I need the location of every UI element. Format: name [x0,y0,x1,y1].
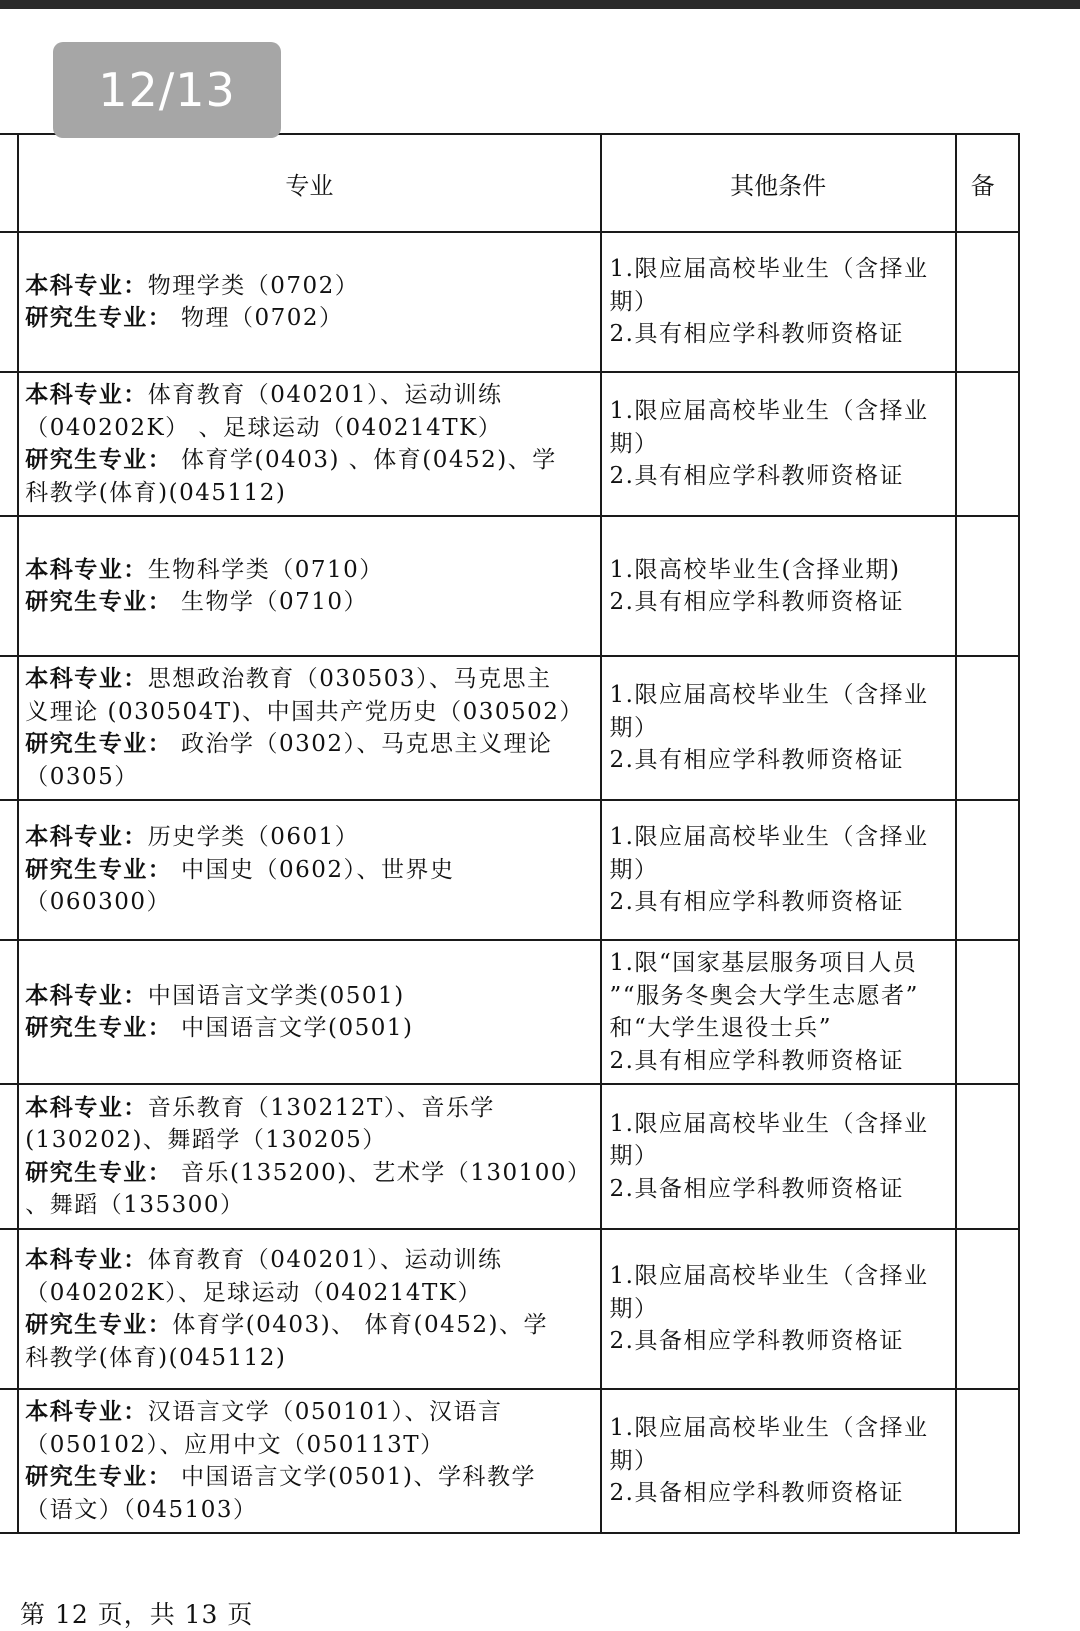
condition-line: 1.限应届高校毕业生（含择业 [609,256,929,283]
major-line [25,728,591,761]
major-cell [18,1389,600,1533]
condition-line: 期） [609,1143,659,1170]
conditions-cell [601,516,956,656]
positions-table [0,133,1020,1534]
major-line-text: 音乐教育（130212T）、音乐学 [147,1094,495,1121]
major-line-text: （040202K）、足球运动（040214TK） [25,1279,482,1306]
major-line-text: （040202K） 、足球运动（040214TK） [25,414,503,441]
condition-line: 期） [609,1447,659,1474]
major-cell [18,800,600,940]
conditions-cell [601,1389,956,1533]
major-line-text: 物理学类（0702） [147,272,360,299]
position-cell [0,1084,18,1229]
table-body [0,232,1019,1533]
major-line-text: （0305） [25,763,139,790]
major-line [25,1189,591,1222]
position-cell [0,1389,18,1533]
condition-line: 1.限应届高校毕业生（含择业 [609,398,929,425]
page-indicator-badge: 12/13 [53,42,281,138]
major-line-label: 本科专业： [25,982,148,1009]
major-line-label: 研究生专业： [25,1015,173,1041]
condition-line: 2.具有相应学科教师资格证 [609,463,904,490]
position-cell [0,1229,18,1389]
table-row [0,940,1019,1084]
major-line-text: （050102）、应用中文（050113T） [25,1431,445,1458]
major-line [25,1396,591,1429]
major-line-label: 本科专业： [25,1399,148,1425]
condition-line: 1.限应届高校毕业生（含择业 [609,682,929,709]
header-remarks: 备 [956,134,1019,232]
major-line [25,1309,591,1342]
major-line-label: 研究生专业： [25,589,173,615]
major-line-text: 体育学(0403)、 体育(0452)、学 [172,1312,548,1338]
top-status-bar [0,0,1080,9]
remarks-cell [956,232,1019,372]
condition-line: 2.具有相应学科教师资格证 [609,321,904,348]
major-line [25,1157,591,1190]
major-line-label: 本科专业： [25,382,148,408]
condition-line: ”“服务冬奥会大学生志愿者” [609,982,919,1009]
major-cell [18,656,600,800]
major-line-text: 科教学(体育)(045112) [25,479,287,506]
condition-line: 期） [609,288,659,315]
major-line [25,854,591,887]
major-line [25,270,591,303]
major-line-text: （语文）（045103） [25,1496,258,1523]
condition-line: 1.限高校毕业生(含择业期) [609,556,901,583]
major-line [25,379,591,412]
position-cell [0,656,18,800]
major-line [25,554,591,587]
condition-line: 期） [609,430,659,457]
major-line [25,1429,591,1462]
major-line-label: 本科专业： [25,556,148,583]
major-line-text: 汉语言文学（050101）、汉语言 [147,1399,503,1425]
major-line-text: 中国语言文学(0501)、学科教学 [172,1464,536,1490]
condition-line: 2.具有相应学科教师资格证 [609,1047,904,1074]
major-line-label: 本科专业： [25,666,148,692]
major-line [25,1342,591,1375]
major-line-label: 研究生专业： [25,305,173,331]
major-line-text: 物理（0702） [172,305,344,331]
major-line-text: 生物学（0710） [172,589,369,615]
major-line-text: 体育教育（040201）、运动训练 [147,382,503,408]
condition-line: 2.具有相应学科教师资格证 [609,747,904,774]
major-line-label: 研究生专业： [25,1312,173,1338]
major-line [25,412,591,445]
major-cell [18,1229,600,1389]
remarks-cell [956,940,1019,1084]
major-line-text: 体育学(0403) 、体育(0452)、学 [172,447,557,473]
major-line-text: 中国语言文学类(0501) [147,982,405,1009]
condition-line: 和“大学生退役士兵” [609,1015,833,1041]
condition-line: 2.具备相应学科教师资格证 [609,1480,904,1507]
major-line [25,1012,591,1045]
header-major: 专业 [18,134,600,232]
major-line [25,663,591,696]
major-line-text: 科教学(体育)(045112) [25,1344,287,1371]
major-line-text: 义理论 (030504T)、中国共产党历史（030502） [25,698,584,725]
header-position [0,134,18,232]
major-line-text: 政治学（0302）、马克思主义理论 [172,731,553,757]
major-line [25,886,591,919]
position-cell [0,372,18,516]
remarks-cell [956,1229,1019,1389]
condition-line: 期） [609,714,659,741]
major-line-label: 研究生专业： [25,856,173,883]
remarks-cell [956,516,1019,656]
major-line [25,1461,591,1494]
major-line-text: 历史学类（0601） [147,824,360,851]
major-cell [18,516,600,656]
major-line-text: (130202)、舞蹈学（130205） [25,1127,387,1153]
major-line-text: 、舞蹈（135300） [25,1192,245,1218]
major-line [25,696,591,729]
major-line [25,1124,591,1157]
remarks-cell [956,656,1019,800]
major-line [25,1277,591,1310]
condition-line: 1.限应届高校毕业生（含择业 [609,824,929,851]
major-cell [18,940,600,1084]
major-line-text: 中国语言文学(0501) [172,1015,414,1041]
conditions-cell [601,232,956,372]
conditions-cell [601,800,956,940]
major-line [25,1244,591,1277]
condition-line: 2.具有相应学科教师资格证 [609,589,904,615]
table-row [0,516,1019,656]
conditions-cell [601,1229,956,1389]
remarks-cell [956,1389,1019,1533]
major-line-label: 研究生专业： [25,1464,173,1490]
major-line [25,444,591,477]
position-cell [0,232,18,372]
condition-line: 期） [609,856,659,883]
major-line [25,821,591,854]
position-cell [0,800,18,940]
table-row [0,1084,1019,1229]
condition-line: 1.限应届高校毕业生（含择业 [609,1415,929,1442]
condition-line: 期） [609,1295,659,1322]
major-line-text: 生物科学类（0710） [147,556,384,583]
major-line-text: 音乐(135200)、艺术学（130100） [172,1159,592,1186]
major-line-label: 研究生专业： [25,447,173,473]
remarks-cell [956,800,1019,940]
table-header-row [0,134,1019,232]
table-row [0,232,1019,372]
major-line-label: 本科专业： [25,1094,148,1121]
table-row [0,656,1019,800]
major-line-text: 思想政治教育（030503）、马克思主 [147,666,552,692]
major-line-label: 本科专业： [25,824,148,851]
condition-line: 2.具有相应学科教师资格证 [609,889,904,916]
major-line-label: 本科专业： [25,272,148,299]
conditions-cell [601,372,956,516]
major-line-text: 中国史（0602）、世界史 [172,856,455,883]
conditions-cell [601,940,956,1084]
major-line [25,477,591,510]
major-line [25,980,591,1013]
condition-line: 1.限应届高校毕业生（含择业 [609,1110,929,1137]
remarks-cell [956,372,1019,516]
major-line-text: （060300） [25,889,171,916]
position-cell [0,516,18,656]
major-line [25,761,591,794]
position-cell [0,940,18,1084]
table-row [0,1389,1019,1533]
header-conditions: 其他条件 [601,134,956,232]
major-line-label: 研究生专业： [25,1159,173,1186]
table-row [0,1229,1019,1389]
major-cell [18,1084,600,1229]
major-line [25,586,591,619]
table-row [0,800,1019,940]
condition-line: 1.限“国家基层服务项目人员 [609,950,918,976]
conditions-cell [601,1084,956,1229]
major-line-label: 本科专业： [25,1247,148,1273]
major-line [25,1092,591,1125]
condition-line: 2.具备相应学科教师资格证 [609,1328,904,1355]
page-footer: 第 12 页，共 13 页 [20,1600,254,1629]
major-line [25,302,591,335]
condition-line: 1.限应届高校毕业生（含择业 [609,1263,929,1290]
major-line-text: 体育教育（040201）、运动训练 [147,1247,503,1273]
condition-line: 2.具备相应学科教师资格证 [609,1175,904,1202]
remarks-cell [956,1084,1019,1229]
major-line [25,1494,591,1527]
conditions-cell [601,656,956,800]
table-row [0,372,1019,516]
major-cell [18,232,600,372]
major-cell [18,372,600,516]
major-line-label: 研究生专业： [25,731,173,757]
